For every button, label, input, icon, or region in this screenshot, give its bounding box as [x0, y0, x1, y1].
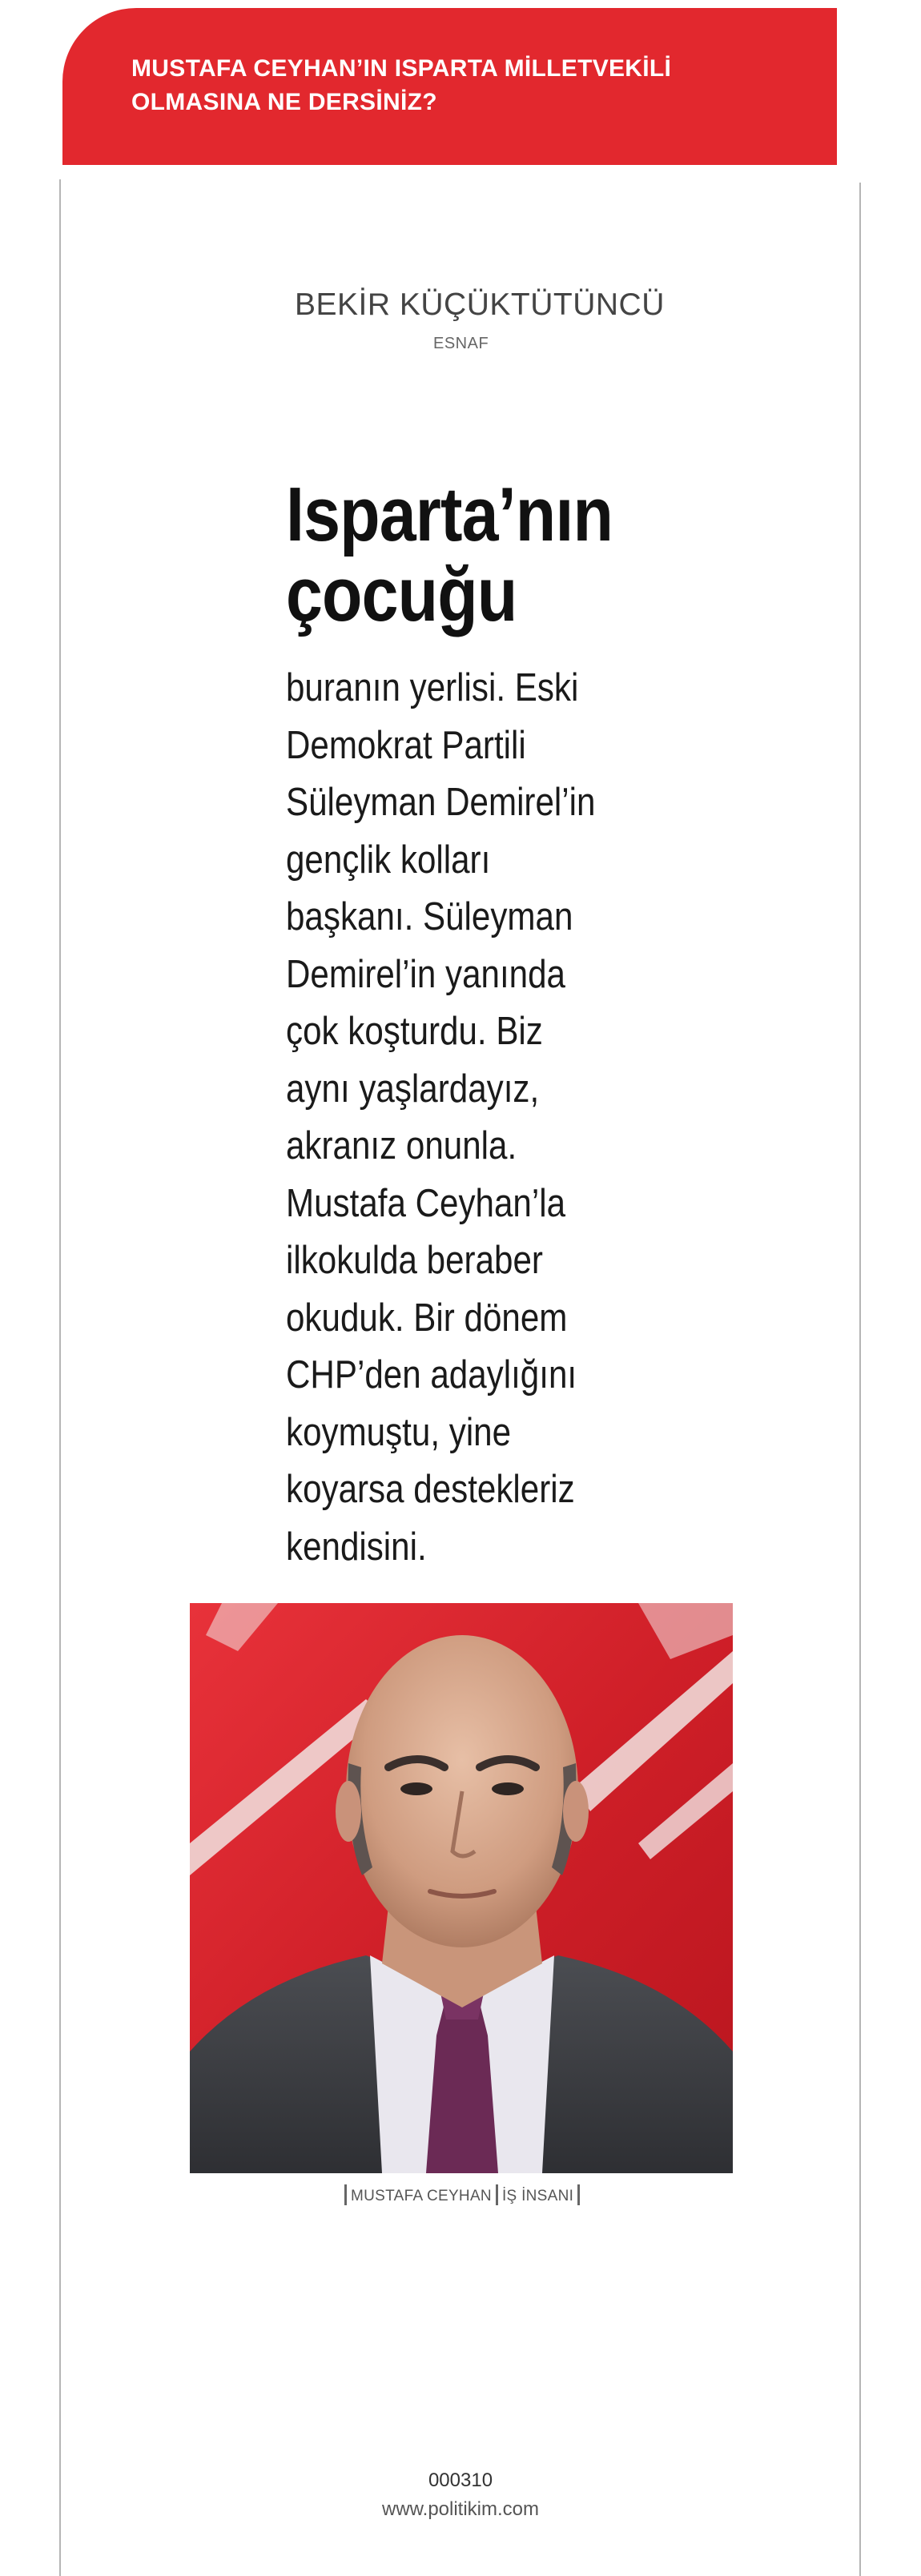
photo-caption — [344, 2184, 584, 2205]
body-line: Demokrat Partili — [286, 723, 526, 767]
body-line: buranın yerlisi. Eski — [286, 666, 579, 709]
article-body — [286, 660, 595, 1576]
frame-right-rule — [859, 183, 861, 2576]
headline-line: çocuğu — [286, 552, 517, 637]
header-title-line-2: OLMASINA NE DERSİNİZ? — [131, 89, 437, 115]
caption-name: MUSTAFA CEYHAN — [351, 2188, 492, 2204]
page-number: 000310 — [428, 2470, 493, 2491]
headline-line: Isparta’nın — [286, 472, 613, 557]
body-line: koyarsa destekleriz — [286, 1468, 575, 1511]
body-line: Mustafa Ceyhan’la — [286, 1181, 566, 1225]
body-line: Süleyman Demirel’in — [286, 781, 596, 824]
eye-shape — [400, 1782, 432, 1795]
portrait-photo — [190, 1603, 733, 2173]
body-line: aynı yaşlardayız, — [286, 1067, 540, 1111]
header-title-line-1: MUSTAFA CEYHAN’IN ISPARTA MİLLETVEKİLİ — [131, 55, 672, 82]
author-name: BEKİR KÜÇÜKTÜTÜNCÜ — [295, 287, 665, 322]
body-line: CHP’den adaylığını — [286, 1353, 577, 1397]
website-link[interactable]: www.politikim.com — [381, 2498, 540, 2520]
caption-divider — [344, 2184, 347, 2205]
body-line: koymuştu, yine — [286, 1410, 512, 1454]
article-headline — [286, 472, 613, 637]
body-line: kendisini. — [286, 1525, 427, 1569]
body-line: çok koşturdu. Biz — [286, 1010, 543, 1053]
body-line: ilkokulda beraber — [286, 1239, 543, 1282]
header-banner — [62, 8, 837, 165]
body-line: başkanı. Süleyman — [286, 895, 573, 938]
caption-divider — [577, 2184, 580, 2205]
author-role: ESNAF — [433, 335, 489, 352]
caption-role: İŞ İNSANI — [501, 2188, 574, 2204]
frame-left-rule — [59, 179, 61, 2576]
eye-shape — [492, 1782, 524, 1795]
body-line: akranız onunla. — [286, 1124, 517, 1167]
ear-shape — [336, 1781, 361, 1842]
body-line: gençlik kolları — [286, 838, 491, 882]
caption-divider — [496, 2184, 498, 2205]
body-line: okuduk. Bir dönem — [286, 1296, 568, 1340]
ear-shape — [563, 1781, 589, 1842]
body-line: Demirel’in yanında — [286, 952, 565, 996]
